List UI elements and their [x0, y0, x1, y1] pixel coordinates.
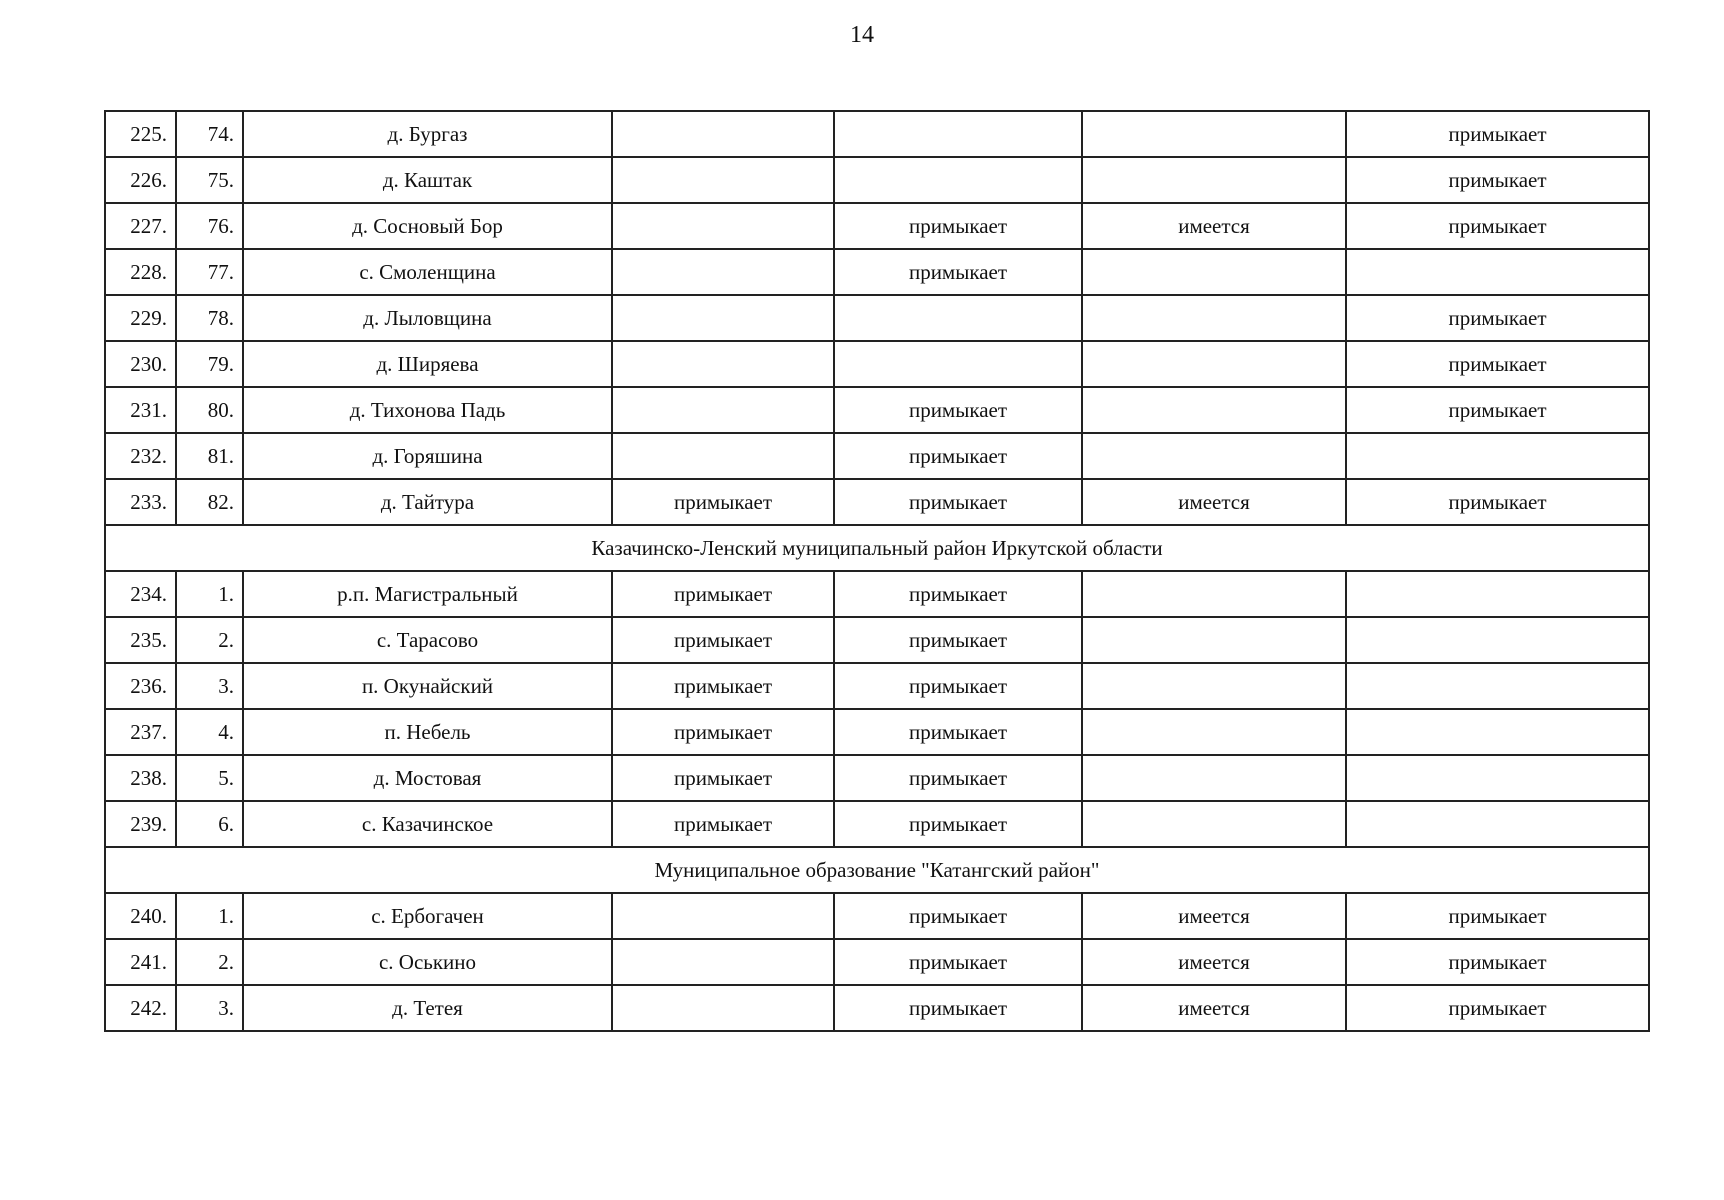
column-5-cell: примыкает	[834, 479, 1082, 525]
settlement-name-cell: р.п. Магистральный	[243, 571, 612, 617]
row-number-cell: 228.	[105, 249, 176, 295]
local-number-cell: 75.	[176, 157, 243, 203]
column-7-cell: примыкает	[1346, 893, 1649, 939]
column-4-cell	[612, 387, 834, 433]
table-row	[105, 433, 1649, 479]
column-5-cell: примыкает	[834, 249, 1082, 295]
section-title: Муниципальное образование "Катангский район"	[105, 847, 1649, 893]
column-5-cell: примыкает	[834, 663, 1082, 709]
row-number-cell: 239.	[105, 801, 176, 847]
column-5-cell	[834, 157, 1082, 203]
column-6-cell: имеется	[1082, 939, 1346, 985]
column-7-cell	[1346, 801, 1649, 847]
table-row	[105, 939, 1649, 985]
local-number-cell: 77.	[176, 249, 243, 295]
column-4-cell	[612, 341, 834, 387]
row-number-cell: 236.	[105, 663, 176, 709]
settlement-name-cell: с. Ербогачен	[243, 893, 612, 939]
table-row	[105, 479, 1649, 525]
section-title: Казачинско-Ленский муниципальный район Иркутской области	[105, 525, 1649, 571]
section-header-row	[105, 847, 1649, 893]
row-number-cell: 233.	[105, 479, 176, 525]
column-6-cell	[1082, 157, 1346, 203]
table-row	[105, 387, 1649, 433]
column-4-cell	[612, 295, 834, 341]
column-7-cell: примыкает	[1346, 479, 1649, 525]
local-number-cell: 76.	[176, 203, 243, 249]
column-5-cell: примыкает	[834, 755, 1082, 801]
settlement-name-cell: д. Каштак	[243, 157, 612, 203]
table-row	[105, 203, 1649, 249]
local-number-cell: 3.	[176, 985, 243, 1031]
column-5-cell	[834, 111, 1082, 157]
table-row	[105, 755, 1649, 801]
row-number-cell: 232.	[105, 433, 176, 479]
local-number-cell: 6.	[176, 801, 243, 847]
table-row	[105, 249, 1649, 295]
column-6-cell	[1082, 571, 1346, 617]
column-4-cell	[612, 249, 834, 295]
column-5-cell: примыкает	[834, 985, 1082, 1031]
column-6-cell	[1082, 801, 1346, 847]
settlement-name-cell: с. Смоленщина	[243, 249, 612, 295]
local-number-cell: 3.	[176, 663, 243, 709]
settlement-name-cell: д. Лыловщина	[243, 295, 612, 341]
column-6-cell	[1082, 663, 1346, 709]
column-4-cell: примыкает	[612, 801, 834, 847]
column-7-cell	[1346, 663, 1649, 709]
table-row	[105, 571, 1649, 617]
row-number-cell: 229.	[105, 295, 176, 341]
settlement-name-cell: п. Небель	[243, 709, 612, 755]
row-number-cell: 237.	[105, 709, 176, 755]
row-number-cell: 242.	[105, 985, 176, 1031]
row-number-cell: 234.	[105, 571, 176, 617]
table-row	[105, 295, 1649, 341]
column-5-cell: примыкает	[834, 387, 1082, 433]
column-7-cell	[1346, 571, 1649, 617]
table-row	[105, 663, 1649, 709]
column-5-cell: примыкает	[834, 801, 1082, 847]
table-row	[105, 157, 1649, 203]
column-6-cell: имеется	[1082, 893, 1346, 939]
column-6-cell	[1082, 111, 1346, 157]
table-row	[105, 617, 1649, 663]
settlement-name-cell: с. Оськино	[243, 939, 612, 985]
column-5-cell: примыкает	[834, 939, 1082, 985]
column-4-cell: примыкает	[612, 755, 834, 801]
column-5-cell	[834, 341, 1082, 387]
column-6-cell	[1082, 387, 1346, 433]
settlements-table-container	[104, 110, 1650, 1032]
column-7-cell: примыкает	[1346, 111, 1649, 157]
column-6-cell	[1082, 295, 1346, 341]
column-6-cell	[1082, 617, 1346, 663]
column-7-cell: примыкает	[1346, 387, 1649, 433]
local-number-cell: 82.	[176, 479, 243, 525]
column-7-cell: примыкает	[1346, 157, 1649, 203]
column-5-cell: примыкает	[834, 571, 1082, 617]
column-6-cell: имеется	[1082, 479, 1346, 525]
column-6-cell	[1082, 341, 1346, 387]
column-6-cell	[1082, 249, 1346, 295]
row-number-cell: 241.	[105, 939, 176, 985]
settlement-name-cell: д. Сосновый Бор	[243, 203, 612, 249]
column-7-cell	[1346, 433, 1649, 479]
local-number-cell: 79.	[176, 341, 243, 387]
column-4-cell: примыкает	[612, 663, 834, 709]
column-7-cell	[1346, 249, 1649, 295]
settlement-name-cell: с. Тарасово	[243, 617, 612, 663]
local-number-cell: 2.	[176, 939, 243, 985]
column-6-cell: имеется	[1082, 985, 1346, 1031]
column-7-cell: примыкает	[1346, 939, 1649, 985]
column-4-cell: примыкает	[612, 571, 834, 617]
row-number-cell: 225.	[105, 111, 176, 157]
row-number-cell: 235.	[105, 617, 176, 663]
table-row	[105, 341, 1649, 387]
table-body	[105, 111, 1649, 1031]
column-7-cell	[1346, 617, 1649, 663]
section-header-row	[105, 525, 1649, 571]
column-6-cell: имеется	[1082, 203, 1346, 249]
column-4-cell	[612, 111, 834, 157]
column-7-cell	[1346, 755, 1649, 801]
column-5-cell: примыкает	[834, 709, 1082, 755]
column-4-cell: примыкает	[612, 617, 834, 663]
column-5-cell: примыкает	[834, 203, 1082, 249]
settlement-name-cell: д. Ширяева	[243, 341, 612, 387]
column-4-cell	[612, 939, 834, 985]
settlement-name-cell: д. Мостовая	[243, 755, 612, 801]
column-6-cell	[1082, 755, 1346, 801]
local-number-cell: 5.	[176, 755, 243, 801]
row-number-cell: 227.	[105, 203, 176, 249]
settlement-name-cell: д. Бургаз	[243, 111, 612, 157]
table-row	[105, 709, 1649, 755]
column-4-cell	[612, 985, 834, 1031]
local-number-cell: 4.	[176, 709, 243, 755]
column-4-cell	[612, 433, 834, 479]
column-7-cell: примыкает	[1346, 985, 1649, 1031]
column-7-cell: примыкает	[1346, 295, 1649, 341]
table-row	[105, 985, 1649, 1031]
local-number-cell: 2.	[176, 617, 243, 663]
local-number-cell: 74.	[176, 111, 243, 157]
settlement-name-cell: д. Тайтура	[243, 479, 612, 525]
row-number-cell: 226.	[105, 157, 176, 203]
local-number-cell: 78.	[176, 295, 243, 341]
column-6-cell	[1082, 433, 1346, 479]
column-4-cell: примыкает	[612, 709, 834, 755]
local-number-cell: 1.	[176, 893, 243, 939]
settlement-name-cell: д. Тетея	[243, 985, 612, 1031]
local-number-cell: 81.	[176, 433, 243, 479]
row-number-cell: 230.	[105, 341, 176, 387]
column-4-cell: примыкает	[612, 479, 834, 525]
row-number-cell: 231.	[105, 387, 176, 433]
column-4-cell	[612, 893, 834, 939]
table-row	[105, 801, 1649, 847]
column-4-cell	[612, 203, 834, 249]
column-7-cell: примыкает	[1346, 341, 1649, 387]
column-5-cell: примыкает	[834, 893, 1082, 939]
table-row	[105, 893, 1649, 939]
column-5-cell: примыкает	[834, 433, 1082, 479]
page-number: 14	[850, 22, 874, 48]
settlement-name-cell: д. Тихонова Падь	[243, 387, 612, 433]
column-7-cell	[1346, 709, 1649, 755]
row-number-cell: 238.	[105, 755, 176, 801]
column-4-cell	[612, 157, 834, 203]
settlements-table	[104, 110, 1650, 1032]
settlement-name-cell: д. Горяшина	[243, 433, 612, 479]
local-number-cell: 1.	[176, 571, 243, 617]
settlement-name-cell: п. Окунайский	[243, 663, 612, 709]
column-5-cell: примыкает	[834, 617, 1082, 663]
settlement-name-cell: с. Казачинское	[243, 801, 612, 847]
column-7-cell: примыкает	[1346, 203, 1649, 249]
column-6-cell	[1082, 709, 1346, 755]
local-number-cell: 80.	[176, 387, 243, 433]
row-number-cell: 240.	[105, 893, 176, 939]
table-row	[105, 111, 1649, 157]
column-5-cell	[834, 295, 1082, 341]
